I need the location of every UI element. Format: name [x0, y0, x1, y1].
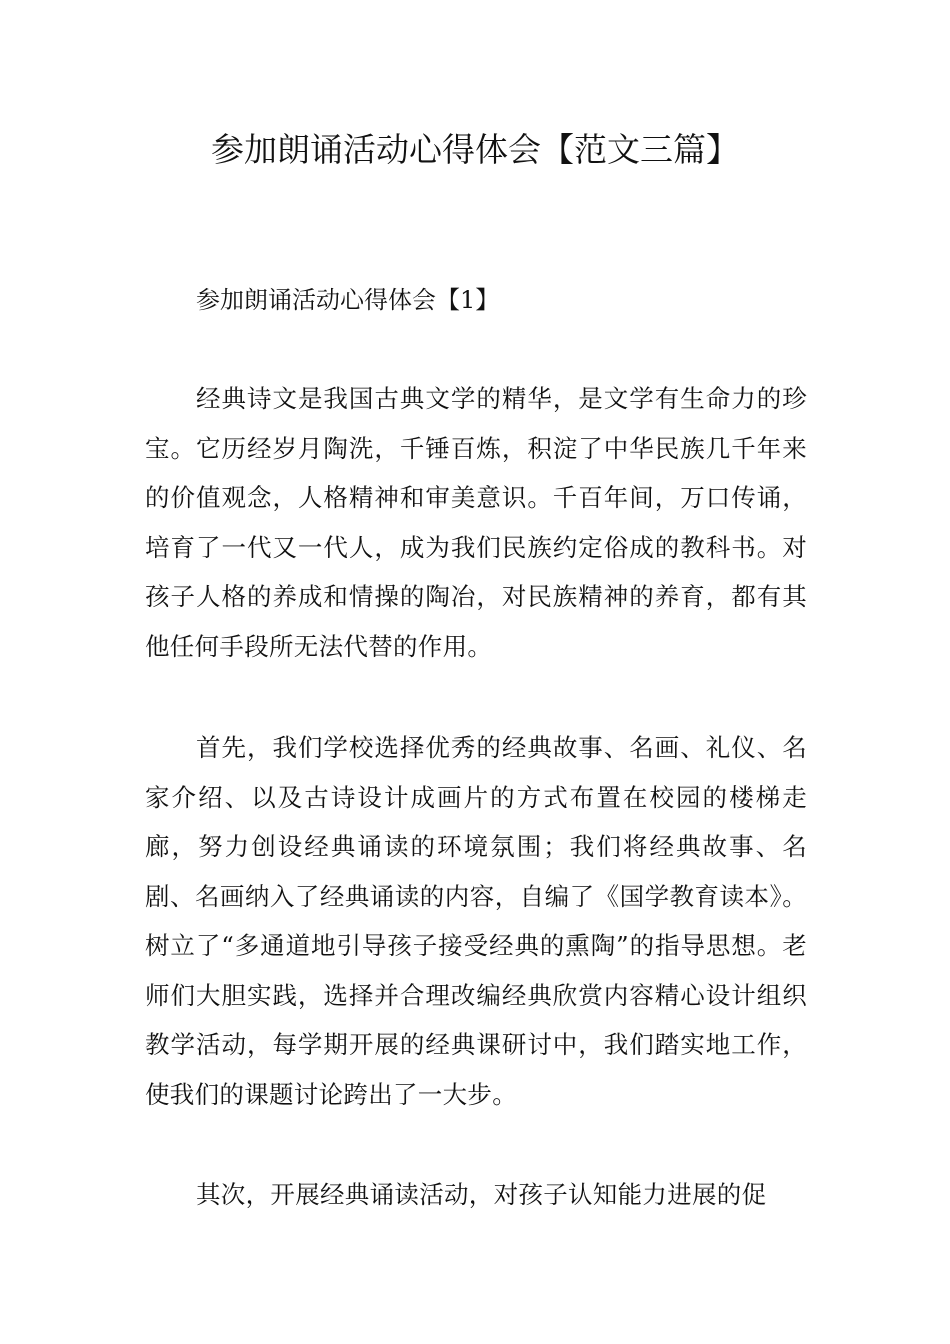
paragraph-1: 经典诗文是我国古典文学的精华，是文学有生命力的珍宝。它历经岁月陶洗，千锤百炼，积淀了中华民族几千年来的价值观念，人格精神和审美意识。千百年间，万口传诵，培育了一代又一代人，成为我们民族约定俗成的教科书。对孩子人格的养成和情操的陶冶，对民族精神的养育，都有其他任何手段所无法代替的作用。 — [145, 384, 807, 661]
section-heading: 参加朗诵活动心得体会【1】 — [196, 286, 500, 314]
paragraph-3: 其次，开展经典诵读活动，对孩子认知能力进展的促 — [196, 1180, 767, 1209]
paragraph-2: 首先，我们学校选择优秀的经典故事、名画、礼仪、名家介绍、以及古诗设计成画片的方式布置在校园的楼梯走廊，努力创设经典诵读的环境氛围；我们将经典故事、名剧、名画纳入了经典诵读的内容，自编了《国学教育读本》。树立了“多通道地引导孩子接受经典的熏陶”的指导思想。老师们大胆实践，选择并合理改编经典欣赏内容精心设计组织教学活动，每学期开展的经典课研讨中，我们踏实地工作，使我们的课题讨论跨出了一大步。 — [145, 733, 807, 1109]
document-title: 参加朗诵活动心得体会【范文三篇】 — [211, 130, 739, 169]
